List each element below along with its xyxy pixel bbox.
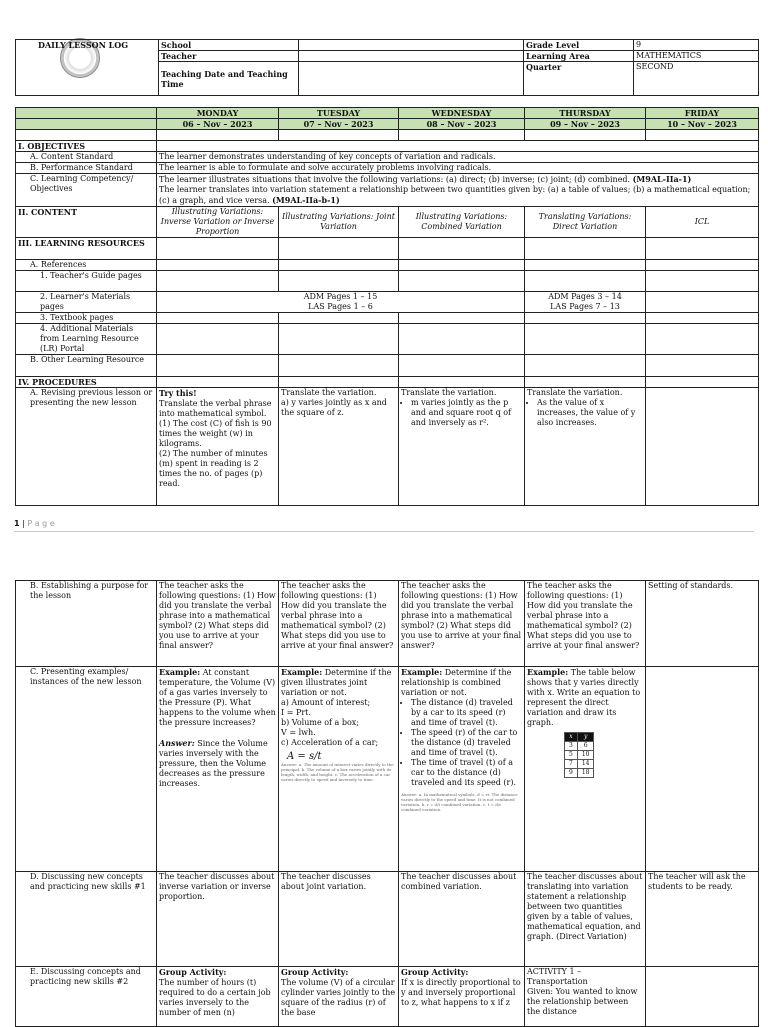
day-wednesday: WEDNESDAY <box>399 108 525 119</box>
date-wednesday: 08 – Nov – 2023 <box>399 119 525 130</box>
procedure-d-friday: The teacher will ask the students to be ready. <box>646 872 759 967</box>
date-thursday: 09 – Nov – 2023 <box>525 119 646 130</box>
footer-divider <box>14 531 754 532</box>
procedures-heading: IV. PROCEDURES <box>16 377 157 388</box>
procedure-b-wednesday: The teacher asks the following questions: (1) How did you translate the verbal phrase into a mathematical symbol? (2) What steps did you use to arrive at your final answer? <box>399 581 525 667</box>
header-table <box>15 39 759 96</box>
procedure-b-friday: Setting of standards. <box>646 581 759 667</box>
date-monday: 06 – Nov – 2023 <box>157 119 279 130</box>
procedure-a-tuesday: Translate the variation. a) y varies jointly as x and the square of z. <box>279 388 399 506</box>
textbook-label: 3. Textbook pages <box>16 313 157 324</box>
procedure-b-tuesday: The teacher asks the following questions: (1) How did you translate the verbal phrase into a mathematical symbol? (2) What steps did you use to arrive at your final answer? <box>279 581 399 667</box>
acceleration-equation: A = s/t <box>287 751 322 762</box>
lesson-table-page1 <box>15 107 759 506</box>
date-tuesday: 07 – Nov – 2023 <box>279 119 399 130</box>
date-value <box>299 62 524 96</box>
procedure-e-thursday: ACTIVITY 1 – Transportation Given: You wanted to know the relationship between the distance <box>525 967 646 1027</box>
procedure-c-tuesday: Example: Determine if the given illustrates joint variation or not. a) Amount of interest; I = Prt. b) Volume of a box; V = lwh. c) Acceleration of a car; A = s/t Answer: a. The amount of interest varies directly to the principal. b. The volume of a box varies jointly with its length, width, and height. c. The acceleration of a car varies directly to speed and inversely to time. <box>279 667 399 872</box>
procedure-a-label: A. Revising previous lesson or presenting the new lesson <box>16 388 157 506</box>
tuesday-answer-note: Answer: a. The amount of interest varies directly to the principal. b. The volume of a box varies jointly with its length, width, and height. c. The acceleration of a car varies directly to speed and inversely to time. <box>281 762 394 782</box>
content-friday: ICL <box>646 207 759 238</box>
procedure-d-monday: The teacher discusses about inverse variation or inverse proportion. <box>157 872 279 967</box>
lesson-table-page2 <box>15 580 759 1027</box>
content-thursday: Translating Variations: Direct Variation <box>525 207 646 238</box>
procedure-c-monday: Example: At constant temperature, the Volume (V) of a gas varies inversely to the Pressure (P). What happens to the volume when the pressure increases? Answer: Since the Volume varies inversely with the pressure, then the Volume decreases as the pressure increases. <box>157 667 279 872</box>
procedure-d-tuesday: The teacher discusses about joint variation. <box>279 872 399 967</box>
references-label: A. References <box>16 260 157 271</box>
school-value <box>299 40 524 51</box>
other-resources-label: B. Other Learning Resource <box>16 355 157 377</box>
resources-heading: III. LEARNING RESOURCES <box>16 238 157 260</box>
procedure-c-wednesday: Example: Determine if the relationship is combined variation or not. • The distance (d) traveled by a car to its speed (r) and time of travel (t). • The speed (r) of the car to the distance (d) traveled and time of travel (t). • The time of travel (t) of a car to the distance (d) traveled and its speed (r). Answer: a. In mathematical symbols, d = rt. The distance varies directly to the speed and time. It is not combined variation. b. r = d/t combined variation. c. t = d/r combined variation. <box>399 667 525 872</box>
procedure-a-wednesday: Translate the variation. • m varies jointly as the p and and square root q of and inversely as r². <box>399 388 525 506</box>
grade-value: 9 <box>634 40 759 51</box>
xy-value-table: x y 3 6 5 10 7 14 9 18 <box>564 732 594 778</box>
additional-materials-label: 4. Additional Materials from Learning Resource (LR) Portal <box>16 324 157 355</box>
teacher-value <box>299 51 524 62</box>
procedure-d-wednesday: The teacher discusses about combined variation. <box>399 872 525 967</box>
day-tuesday: TUESDAY <box>279 108 399 119</box>
day-thursday: THURSDAY <box>525 108 646 119</box>
procedure-e-wednesday: Group Activity: If x is directly proportional to y and inversely proportional to z, what happens to x if z <box>399 967 525 1027</box>
log-title: DAILY LESSON LOG <box>16 40 159 96</box>
day-friday: FRIDAY <box>646 108 759 119</box>
procedure-c-label: C. Presenting examples/ instances of the new lesson <box>16 667 157 872</box>
page-footer: 1 | P a g e <box>14 519 55 528</box>
procedure-e-monday: Group Activity: The number of hours (t) required to do a certain job varies inversely to the number of men (n) <box>157 967 279 1027</box>
procedure-e-label: E. Discussing concepts and practicing new skills #2 <box>16 967 157 1027</box>
performance-standard-text: The learner is able to formulate and solve accurately problems involving radicals. <box>157 163 759 174</box>
content-tuesday: Illustrating Variations: Joint Variation <box>279 207 399 238</box>
procedure-a-monday: Try this! Translate the verbal phrase into mathematical symbol. (1) The cost (C) of fish is 90 times the weight (w) in kilograms. (2) The number of minutes (m) spent in reading is 2 times the no. of pages (p) read. <box>157 388 279 506</box>
area-label: Learning Area <box>524 51 634 62</box>
content-standard-text: The learner demonstrates understanding of key concepts of variation and radicals. <box>157 152 759 163</box>
day-monday: MONDAY <box>157 108 279 119</box>
procedure-d-label: D. Discussing new concepts and practicing new skills #1 <box>16 872 157 967</box>
content-monday: Illustrating Variations: Inverse Variation or Inverse Proportion <box>157 207 279 238</box>
competency-text: The learner illustrates situations that involve the following variations: (a) direct; (b) inverse; (c) joint; (d) combined. (M9AL-IIa-1) The learner translates into variation statement a relationship between two quantities given by: (a) a table of values; (b) a mathematical equation; (c) a graph, and vice versa. (M9AL-IIa-b-1) <box>157 174 759 207</box>
quarter-value: SECOND <box>634 62 759 96</box>
performance-standard-label: B. Performance Standard <box>16 163 157 174</box>
objectives-heading: I. OBJECTIVES <box>16 141 157 152</box>
procedure-b-monday: The teacher asks the following questions: (1) How did you translate the verbal phrase into a mathematical symbol? (2) What steps did you use to arrive at your final answer? <box>157 581 279 667</box>
teacher-label: Teacher <box>159 51 299 62</box>
procedure-a-thursday: Translate the variation. • As the value of x increases, the value of y also increases. <box>525 388 646 506</box>
learners-materials-mon-wed: ADM Pages 1 – 15 LAS Pages 1 – 6 <box>157 292 525 313</box>
quarter-label: Quarter <box>524 62 634 96</box>
wednesday-answer-note: Answer: a. In mathematical symbols, d = rt. The distance varies directly to the speed and time. It is not combined variation. b. r = d/t combined variation. c. t = d/r combined variation. <box>401 792 518 812</box>
procedure-e-tuesday: Group Activity: The volume (V) of a circular cylinder varies jointly to the square of the radius (r) of the base <box>279 967 399 1027</box>
content-standard-label: A. Content Standard <box>16 152 157 163</box>
competency-label: C. Learning Competency/ Objectives <box>16 174 157 207</box>
procedure-b-label: B. Establishing a purpose for the lesson <box>16 581 157 667</box>
content-heading: II. CONTENT <box>16 207 157 238</box>
grade-label: Grade Level <box>524 40 634 51</box>
learners-materials-thu: ADM Pages 3 – 14 LAS Pages 7 – 13 <box>525 292 646 313</box>
procedure-d-thursday: The teacher discusses about translating into variation statement a relationship between two quantities given by a table of values, mathematical equation, and graph. (Direct Variation) <box>525 872 646 967</box>
area-value: MATHEMATICS <box>634 51 759 62</box>
content-wednesday: Illustrating Variations: Combined Variation <box>399 207 525 238</box>
school-label: School <box>159 40 299 51</box>
date-friday: 10 – Nov – 2023 <box>646 119 759 130</box>
procedure-c-thursday: Example: The table below shows that y varies directly with x. Write an equation to represent the direct variation and draw its graph. x y 3 6 5 10 7 14 9 18 <box>525 667 646 872</box>
procedure-b-thursday: The teacher asks the following questions: (1) How did you translate the verbal phrase into a mathematical symbol? (2) What steps did you use to arrive at your final answer? <box>525 581 646 667</box>
date-label: Teaching Date and Teaching Time <box>159 62 299 96</box>
learners-materials-label: 2. Learner's Materials pages <box>16 292 157 313</box>
teachers-guide-label: 1. Teacher's Guide pages <box>16 271 157 292</box>
